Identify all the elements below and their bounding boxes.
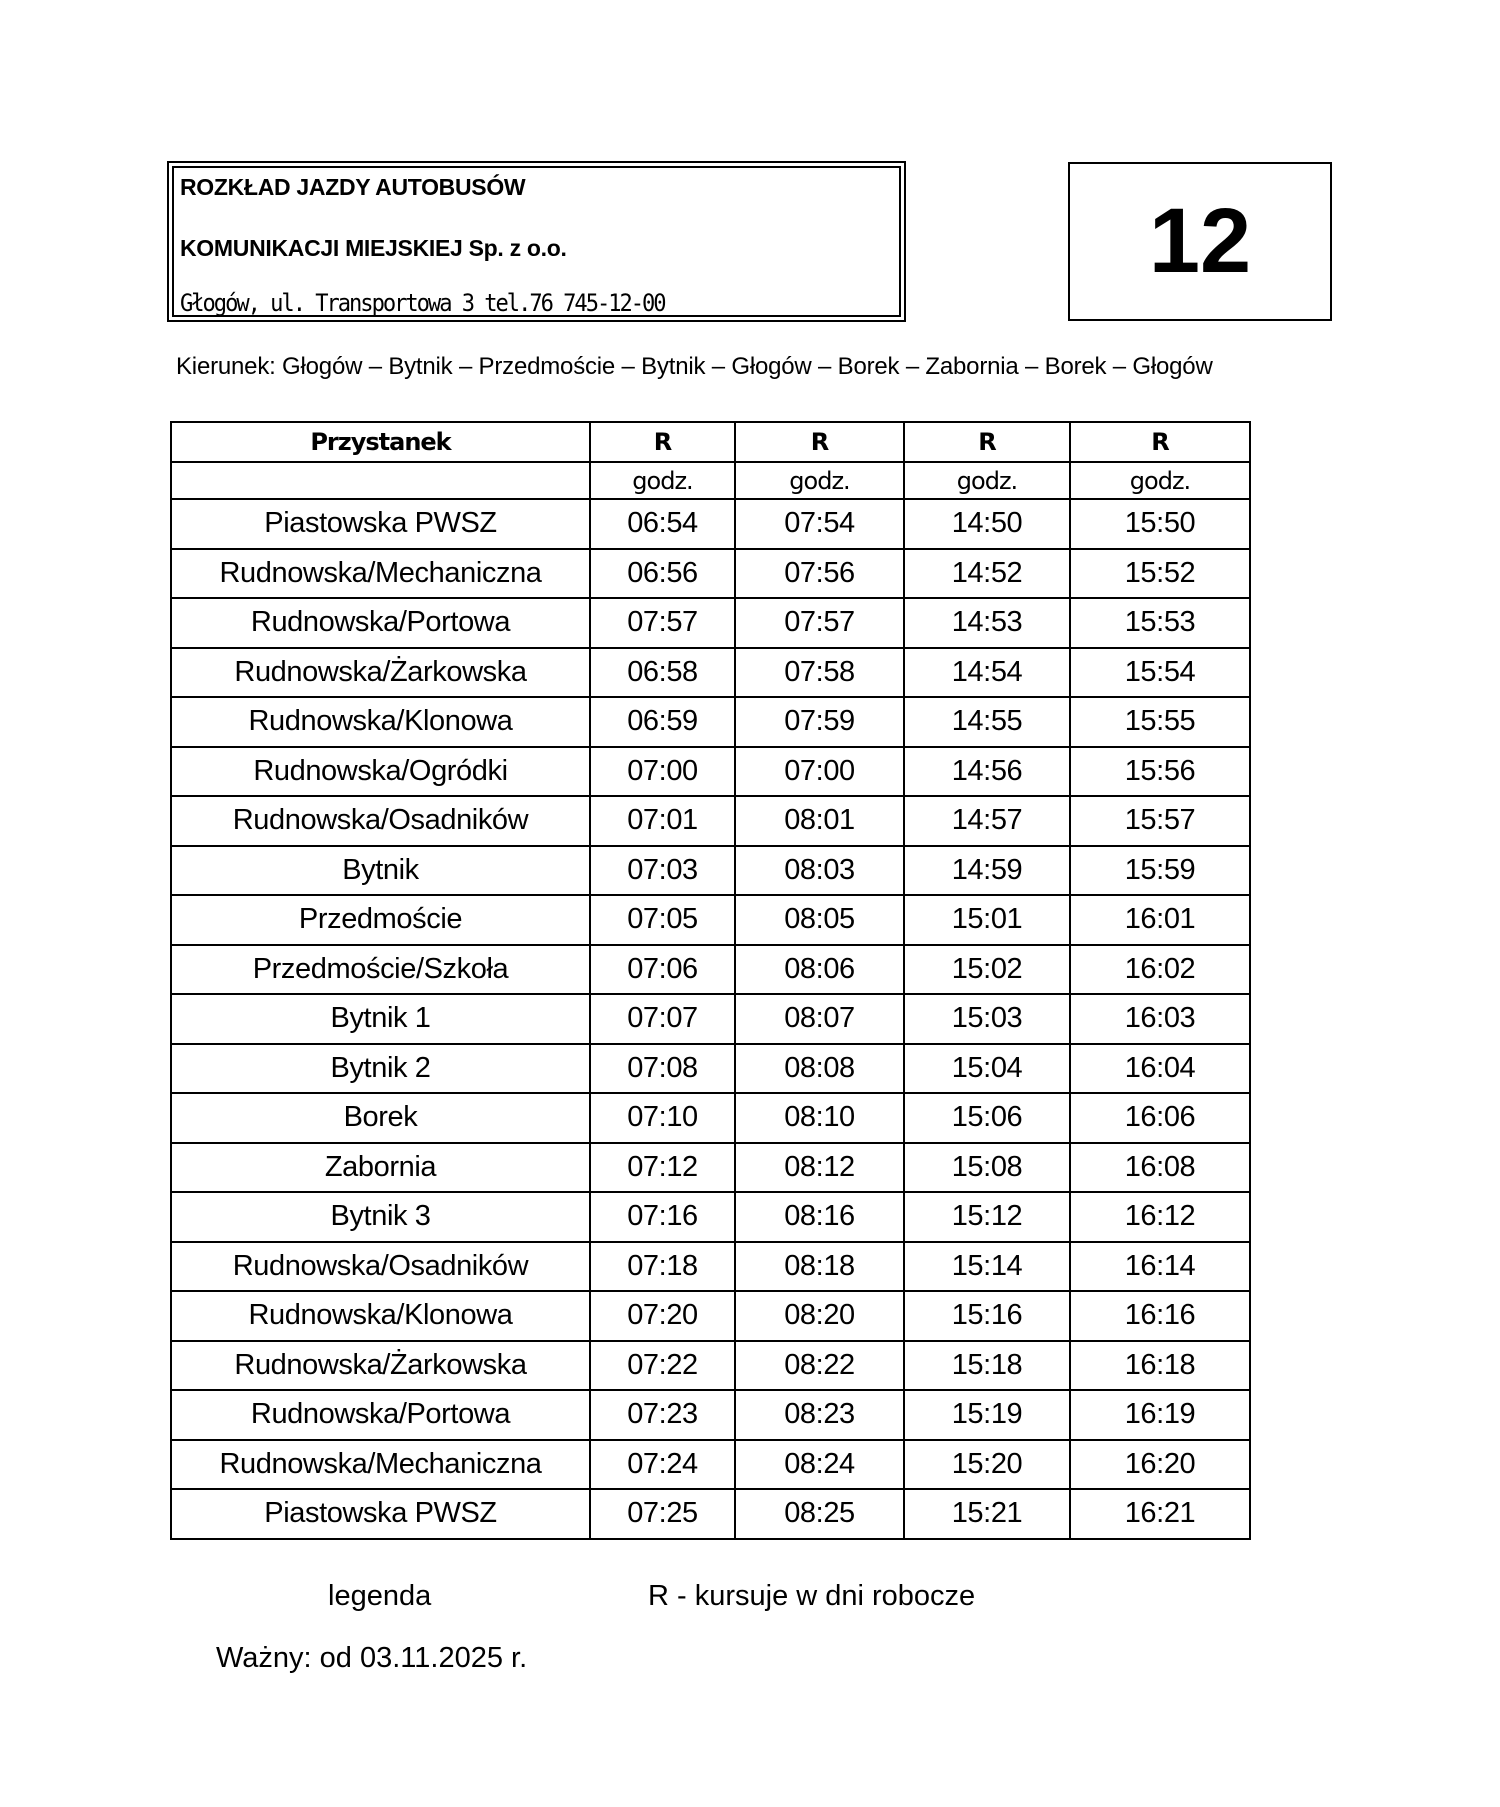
departure-time: 15:18 (904, 1341, 1070, 1391)
departure-time: 08:20 (735, 1291, 904, 1341)
departure-time: 15:01 (904, 895, 1070, 945)
departure-time: 07:54 (735, 499, 904, 549)
departure-time: 16:02 (1070, 945, 1250, 995)
table-row (171, 846, 1250, 896)
departure-time: 08:23 (735, 1390, 904, 1440)
departure-time: 08:01 (735, 796, 904, 846)
stop-name: Rudnowska/Osadników (171, 1242, 590, 1292)
valid-from-date: Ważny: od 03.11.2025 r. (216, 1642, 528, 1674)
column-header-course: R (904, 422, 1070, 462)
departure-time: 16:16 (1070, 1291, 1250, 1341)
route-direction: Kierunek: Głogów – Bytnik – Przedmoście – Bytnik – Głogów – Borek – Zabornia – Borek – Głogów (176, 353, 1213, 380)
departure-time: 15:04 (904, 1044, 1070, 1094)
departure-time: 14:57 (904, 796, 1070, 846)
departure-time: 07:22 (590, 1341, 735, 1391)
departure-time: 15:14 (904, 1242, 1070, 1292)
stop-name: Rudnowska/Osadników (171, 796, 590, 846)
departure-time: 07:25 (590, 1489, 735, 1539)
header-address: Głogów, ul. Transportowa 3 tel.76 745-12-00 (180, 289, 665, 317)
stop-name: Rudnowska/Klonowa (171, 1291, 590, 1341)
departure-time: 16:20 (1070, 1440, 1250, 1490)
departure-time: 07:01 (590, 796, 735, 846)
stop-name: Rudnowska/Ogródki (171, 747, 590, 797)
departure-time: 16:12 (1070, 1192, 1250, 1242)
departure-time: 07:06 (590, 945, 735, 995)
departure-time: 06:54 (590, 499, 735, 549)
departure-time: 16:19 (1070, 1390, 1250, 1440)
departure-time: 07:05 (590, 895, 735, 945)
departure-time: 14:53 (904, 598, 1070, 648)
departure-time: 16:06 (1070, 1093, 1250, 1143)
departure-time: 15:06 (904, 1093, 1070, 1143)
departure-time: 15:08 (904, 1143, 1070, 1193)
departure-time: 15:50 (1070, 499, 1250, 549)
departure-time: 08:07 (735, 994, 904, 1044)
stop-name: Piastowska PWSZ (171, 499, 590, 549)
column-header-stop: Przystanek (171, 422, 590, 462)
header-company-name: KOMUNIKACJI MIEJSKIEJ Sp. z o.o. (180, 235, 567, 261)
departure-time: 08:16 (735, 1192, 904, 1242)
departure-time: 14:59 (904, 846, 1070, 896)
table-row (171, 1390, 1250, 1440)
departure-time: 07:58 (735, 648, 904, 698)
timetable-body (171, 499, 1250, 1539)
table-row (171, 796, 1250, 846)
departure-time: 07:56 (735, 549, 904, 599)
departure-time: 07:00 (590, 747, 735, 797)
departure-time: 16:01 (1070, 895, 1250, 945)
company-header-box (167, 161, 906, 322)
subheader-hours: godz. (735, 462, 904, 499)
stop-name: Rudnowska/Żarkowska (171, 1341, 590, 1391)
stop-name: Rudnowska/Portowa (171, 1390, 590, 1440)
departure-time: 06:58 (590, 648, 735, 698)
stop-name: Borek (171, 1093, 590, 1143)
stop-name: Bytnik (171, 846, 590, 896)
stop-name: Piastowska PWSZ (171, 1489, 590, 1539)
subheader-hours: godz. (1070, 462, 1250, 499)
departure-time: 07:12 (590, 1143, 735, 1193)
table-row (171, 549, 1250, 599)
departure-time: 08:10 (735, 1093, 904, 1143)
departure-time: 07:57 (735, 598, 904, 648)
stop-name: Przedmoście/Szkoła (171, 945, 590, 995)
departure-time: 08:05 (735, 895, 904, 945)
departure-time: 08:18 (735, 1242, 904, 1292)
departure-time: 15:55 (1070, 697, 1250, 747)
departure-time: 07:10 (590, 1093, 735, 1143)
departure-time: 06:56 (590, 549, 735, 599)
stop-name: Bytnik 2 (171, 1044, 590, 1094)
departure-time: 07:18 (590, 1242, 735, 1292)
departure-time: 15:02 (904, 945, 1070, 995)
departure-time: 06:59 (590, 697, 735, 747)
departure-time: 15:19 (904, 1390, 1070, 1440)
header-title: ROZKŁAD JAZDY AUTOBUSÓW (180, 174, 526, 200)
departure-time: 16:03 (1070, 994, 1250, 1044)
departure-time: 08:08 (735, 1044, 904, 1094)
departure-time: 15:57 (1070, 796, 1250, 846)
departure-time: 14:56 (904, 747, 1070, 797)
departure-time: 07:08 (590, 1044, 735, 1094)
departure-time: 15:16 (904, 1291, 1070, 1341)
route-number-box (1068, 162, 1332, 321)
departure-time: 08:12 (735, 1143, 904, 1193)
table-row (171, 1489, 1250, 1539)
departure-time: 15:59 (1070, 846, 1250, 896)
table-row (171, 598, 1250, 648)
departure-time: 16:18 (1070, 1341, 1250, 1391)
subheader-row (171, 462, 1250, 499)
departure-time: 08:24 (735, 1440, 904, 1490)
departure-time: 15:52 (1070, 549, 1250, 599)
departure-time: 16:21 (1070, 1489, 1250, 1539)
departure-time: 14:50 (904, 499, 1070, 549)
table-row (171, 1192, 1250, 1242)
column-header-course: R (735, 422, 904, 462)
departure-time: 15:54 (1070, 648, 1250, 698)
departure-time: 14:55 (904, 697, 1070, 747)
stop-name: Zabornia (171, 1143, 590, 1193)
departure-time: 08:25 (735, 1489, 904, 1539)
departure-time: 15:20 (904, 1440, 1070, 1490)
departure-time: 14:52 (904, 549, 1070, 599)
departure-time: 16:14 (1070, 1242, 1250, 1292)
departure-time: 07:16 (590, 1192, 735, 1242)
stop-name: Rudnowska/Żarkowska (171, 648, 590, 698)
departure-time: 07:07 (590, 994, 735, 1044)
subheader-empty (171, 462, 590, 499)
departure-time: 07:57 (590, 598, 735, 648)
timetable (170, 421, 1251, 1540)
stop-name: Rudnowska/Mechaniczna (171, 549, 590, 599)
table-row (171, 697, 1250, 747)
departure-time: 08:03 (735, 846, 904, 896)
subheader-hours: godz. (904, 462, 1070, 499)
departure-time: 15:03 (904, 994, 1070, 1044)
departure-time: 08:06 (735, 945, 904, 995)
subheader-hours: godz. (590, 462, 735, 499)
table-row (171, 895, 1250, 945)
route-number: 12 (1148, 190, 1252, 292)
stop-name: Przedmoście (171, 895, 590, 945)
departure-time: 07:24 (590, 1440, 735, 1490)
departure-time: 07:03 (590, 846, 735, 896)
table-row (171, 1143, 1250, 1193)
table-row (171, 648, 1250, 698)
stop-name: Bytnik 3 (171, 1192, 590, 1242)
departure-time: 07:23 (590, 1390, 735, 1440)
departure-time: 15:53 (1070, 598, 1250, 648)
stop-name: Rudnowska/Klonowa (171, 697, 590, 747)
table-row (171, 1440, 1250, 1490)
departure-time: 07:00 (735, 747, 904, 797)
table-row (171, 1093, 1250, 1143)
table-row (171, 1341, 1250, 1391)
departure-time: 07:20 (590, 1291, 735, 1341)
column-header-course: R (590, 422, 735, 462)
departure-time: 16:04 (1070, 1044, 1250, 1094)
departure-time: 16:08 (1070, 1143, 1250, 1193)
table-row (171, 945, 1250, 995)
departure-time: 07:59 (735, 697, 904, 747)
header-row (171, 422, 1250, 462)
departure-time: 15:12 (904, 1192, 1070, 1242)
legend-label: legenda (328, 1580, 432, 1612)
table-row (171, 747, 1250, 797)
column-header-course: R (1070, 422, 1250, 462)
stop-name: Rudnowska/Mechaniczna (171, 1440, 590, 1490)
stop-name: Bytnik 1 (171, 994, 590, 1044)
company-header-inner (172, 166, 901, 317)
legend-text: R - kursuje w dni robocze (648, 1580, 976, 1612)
table-row (171, 1044, 1250, 1094)
table-row (171, 499, 1250, 549)
table-row (171, 1291, 1250, 1341)
departure-time: 08:22 (735, 1341, 904, 1391)
departure-time: 14:54 (904, 648, 1070, 698)
table-row (171, 994, 1250, 1044)
departure-time: 15:56 (1070, 747, 1250, 797)
table-row (171, 1242, 1250, 1292)
departure-time: 15:21 (904, 1489, 1070, 1539)
stop-name: Rudnowska/Portowa (171, 598, 590, 648)
